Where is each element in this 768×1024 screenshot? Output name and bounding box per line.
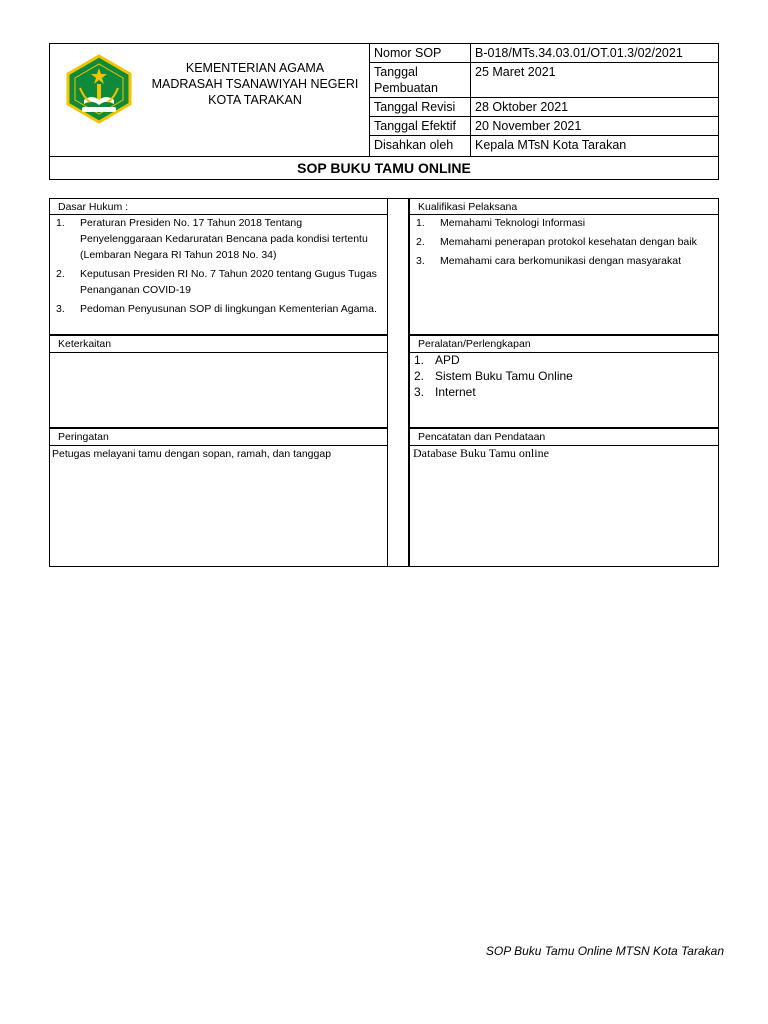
- dasar-hukum-body: [49, 214, 388, 335]
- kualifikasi-heading: Kualifikasi Pelaksana: [409, 198, 719, 215]
- page-footer: SOP Buku Tamu Online MTSN Kota Tarakan: [485, 944, 724, 958]
- peralatan-body: [409, 352, 719, 428]
- list-item: 1. APD: [414, 353, 460, 367]
- kualifikasi-body: [409, 214, 719, 335]
- keterkaitan-body: [49, 352, 388, 428]
- meta-value-disahkan: Kepala MTsN Kota Tarakan: [475, 138, 627, 152]
- org-line-3: KOTA TARAKAN: [208, 93, 302, 107]
- meta-label-pembuatan: Tanggal Pembuatan: [370, 63, 471, 98]
- peringatan-text: Petugas melayani tamu dengan sopan, ramah, dan tanggap: [52, 448, 332, 460]
- dasar-hukum-heading: Dasar Hukum :: [49, 198, 388, 215]
- meta-value-efektif: 20 November 2021: [471, 117, 719, 136]
- meta-value-nomor: B-018/MTs.34.03.01/OT.01.3/02/2021: [471, 44, 719, 63]
- list-item: 2. Memahami penerapan protokol kesehatan dengan baik: [416, 236, 697, 248]
- pencatatan-body: [409, 445, 719, 567]
- peringatan-heading: Peringatan: [49, 428, 388, 446]
- meta-value-pembuatan: 25 Maret 2021: [471, 63, 719, 98]
- list-item: 3. Internet: [414, 385, 476, 399]
- list-item: 1. Memahami Teknologi Informasi: [416, 217, 586, 229]
- meta-label-nomor: Nomor SOP: [370, 44, 471, 63]
- org-line-2: MADRASAH TSANAWIYAH NEGERI: [151, 77, 359, 91]
- list-item: 3. Memahami cara berkomunikasi dengan masyarakat: [416, 255, 682, 267]
- list-item: 3. Pedoman Penyusunan SOP di lingkungan Kementerian Agama.: [56, 303, 377, 315]
- list-item: 2. Sistem Buku Tamu Online: [414, 369, 573, 383]
- sop-header-table: [49, 43, 719, 180]
- peringatan-body: [49, 445, 388, 567]
- kualifikasi-list: [410, 215, 718, 269]
- list-item: 1. Peraturan Presiden No. 17 Tahun 2018 Tentang Penyelenggaraan Kedaruratan Bencana pada kondisi tertentu (Lembaran Negara RI Tahun 2018 No. 34): [56, 217, 368, 261]
- meta-label-revisi: Tanggal Revisi: [370, 98, 471, 117]
- column-separator: [387, 198, 409, 567]
- logo-cell: [50, 44, 370, 156]
- meta-value-revisi: 28 Oktober 2021: [471, 98, 719, 117]
- list-item: 2. Keputusan Presiden RI No. 7 Tahun 2020 tentang Gugus Tugas Penanganan COVID-19: [56, 268, 377, 296]
- kemenag-logo-icon: [64, 54, 134, 124]
- pencatatan-heading: Pencatatan dan Pendataan: [409, 428, 719, 446]
- peralatan-heading: Peralatan/Perlengkapan: [409, 335, 719, 353]
- meta-label-disahkan: Disahkan oleh: [370, 136, 471, 156]
- pencatatan-text: Database Buku Tamu online: [413, 446, 549, 460]
- org-line-1: KEMENTERIAN AGAMA: [185, 61, 325, 75]
- organization-name: [150, 60, 360, 108]
- dasar-hukum-list: [50, 215, 387, 317]
- peralatan-list: [410, 352, 718, 400]
- keterkaitan-heading: Keterkaitan: [49, 335, 388, 353]
- sop-title: SOP BUKU TAMU ONLINE: [50, 156, 718, 179]
- meta-label-efektif: Tanggal Efektif: [370, 117, 471, 136]
